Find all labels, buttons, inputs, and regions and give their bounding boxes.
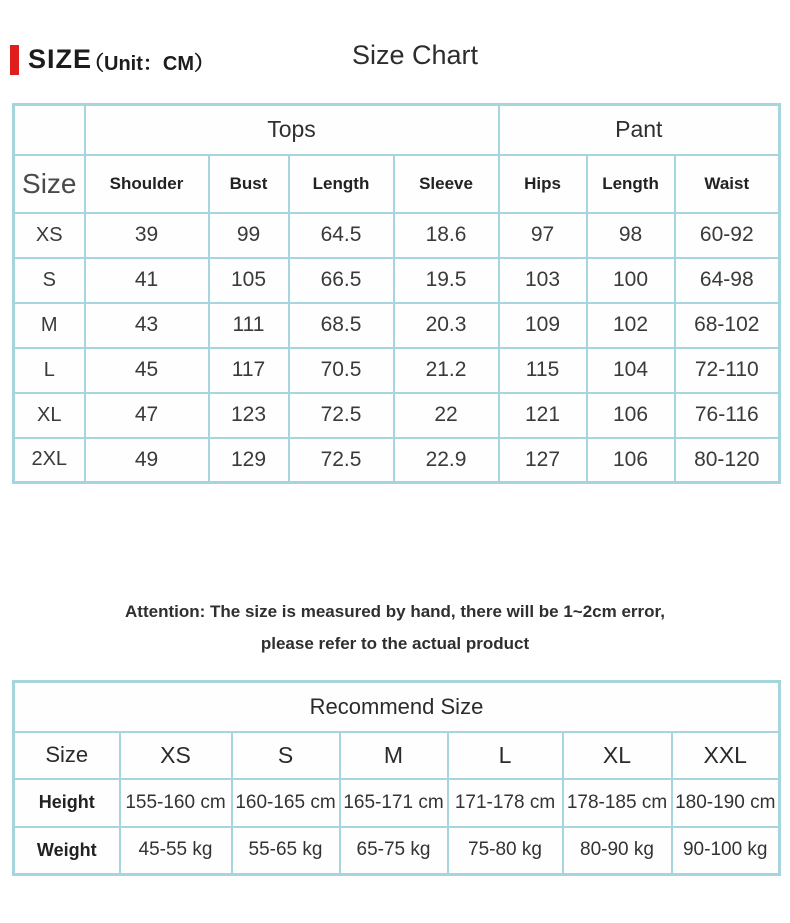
column-header-hips: Hips bbox=[499, 155, 587, 213]
size-row-xl bbox=[14, 393, 780, 438]
height-row bbox=[14, 779, 780, 827]
column-header-length-pant: Length bbox=[587, 155, 675, 213]
cell-sleeve: 22 bbox=[394, 393, 499, 438]
size-table bbox=[12, 103, 781, 484]
cell-waist: 72-110 bbox=[675, 348, 780, 393]
recommend-col-s: S bbox=[232, 732, 340, 779]
size-row-2xl bbox=[14, 438, 780, 483]
height-row-label: Height bbox=[14, 779, 120, 827]
pant-group-header: Pant bbox=[499, 105, 780, 155]
cell-hips: 115 bbox=[499, 348, 587, 393]
column-header-sleeve: Sleeve bbox=[394, 155, 499, 213]
recommend-size-corner: Size bbox=[14, 732, 120, 779]
cell-hips: 97 bbox=[499, 213, 587, 258]
cell-shoulder: 43 bbox=[85, 303, 209, 348]
height-xxl: 180-190 cm bbox=[672, 779, 780, 827]
weight-s: 55-65 kg bbox=[232, 827, 340, 875]
cell-shoulder: 39 bbox=[85, 213, 209, 258]
size-row-s bbox=[14, 258, 780, 303]
recommend-title-row bbox=[14, 682, 780, 732]
cell-bust: 129 bbox=[209, 438, 289, 483]
height-xs: 155-160 cm bbox=[120, 779, 232, 827]
height-m: 165-171 cm bbox=[340, 779, 448, 827]
attention-note bbox=[0, 596, 790, 660]
cell-hips: 109 bbox=[499, 303, 587, 348]
weight-xxl: 90-100 kg bbox=[672, 827, 780, 875]
cell-length-top: 72.5 bbox=[289, 438, 394, 483]
column-header-row bbox=[14, 155, 780, 213]
size-label-cell: L bbox=[14, 348, 85, 393]
cell-length-top: 66.5 bbox=[289, 258, 394, 303]
recommend-col-l: L bbox=[448, 732, 563, 779]
page-title: Size Chart bbox=[351, 40, 479, 70]
recommend-col-xs: XS bbox=[120, 732, 232, 779]
cell-shoulder: 49 bbox=[85, 438, 209, 483]
cell-length-pant: 106 bbox=[587, 393, 675, 438]
cell-waist: 64-98 bbox=[675, 258, 780, 303]
size-row-l bbox=[14, 348, 780, 393]
cell-length-pant: 100 bbox=[587, 258, 675, 303]
height-s: 160-165 cm bbox=[232, 779, 340, 827]
group-header-row bbox=[14, 105, 780, 155]
cell-sleeve: 21.2 bbox=[394, 348, 499, 393]
weight-l: 75-80 kg bbox=[448, 827, 563, 875]
cell-bust: 99 bbox=[209, 213, 289, 258]
size-label-cell: S bbox=[14, 258, 85, 303]
unit-label: （Unit：CM） bbox=[84, 53, 214, 75]
column-header-waist: Waist bbox=[675, 155, 780, 213]
cell-sleeve: 19.5 bbox=[394, 258, 499, 303]
height-l: 171-178 cm bbox=[448, 779, 563, 827]
cell-length-top: 72.5 bbox=[289, 393, 394, 438]
cell-hips: 127 bbox=[499, 438, 587, 483]
size-column-header: Size bbox=[14, 155, 85, 213]
height-xl: 178-185 cm bbox=[563, 779, 672, 827]
cell-sleeve: 18.6 bbox=[394, 213, 499, 258]
cell-sleeve: 22.9 bbox=[394, 438, 499, 483]
cell-waist: 68-102 bbox=[675, 303, 780, 348]
cell-bust: 105 bbox=[209, 258, 289, 303]
column-header-shoulder: Shoulder bbox=[85, 155, 209, 213]
size-row-m bbox=[14, 303, 780, 348]
cell-hips: 121 bbox=[499, 393, 587, 438]
size-heading: SIZE bbox=[28, 44, 93, 74]
cell-shoulder: 45 bbox=[85, 348, 209, 393]
cell-waist: 60-92 bbox=[675, 213, 780, 258]
cell-length-pant: 104 bbox=[587, 348, 675, 393]
cell-shoulder: 47 bbox=[85, 393, 209, 438]
size-label-cell: XL bbox=[14, 393, 85, 438]
cell-bust: 111 bbox=[209, 303, 289, 348]
attention-line-2: please refer to the actual product bbox=[260, 634, 530, 653]
cell-waist: 80-120 bbox=[675, 438, 780, 483]
size-label-cell: 2XL bbox=[14, 438, 85, 483]
cell-sleeve: 20.3 bbox=[394, 303, 499, 348]
cell-length-top: 64.5 bbox=[289, 213, 394, 258]
recommend-header-row bbox=[14, 732, 780, 779]
recommend-col-m: M bbox=[340, 732, 448, 779]
column-header-bust: Bust bbox=[209, 155, 289, 213]
size-row-xs bbox=[14, 213, 780, 258]
weight-m: 65-75 kg bbox=[340, 827, 448, 875]
cell-hips: 103 bbox=[499, 258, 587, 303]
cell-length-pant: 98 bbox=[587, 213, 675, 258]
attention-line-1: Attention: The size is measured by hand, there will be 1~2cm error, bbox=[125, 602, 665, 621]
weight-row-label: Weight bbox=[14, 827, 120, 875]
recommend-col-xl: XL bbox=[563, 732, 672, 779]
weight-xs: 45-55 kg bbox=[120, 827, 232, 875]
cell-length-top: 70.5 bbox=[289, 348, 394, 393]
recommend-size-table bbox=[12, 680, 781, 876]
cell-bust: 123 bbox=[209, 393, 289, 438]
cell-length-pant: 106 bbox=[587, 438, 675, 483]
recommend-col-xxl: XXL bbox=[672, 732, 780, 779]
cell-length-top: 68.5 bbox=[289, 303, 394, 348]
weight-row bbox=[14, 827, 780, 875]
recommend-title: Recommend Size bbox=[14, 682, 780, 732]
cell-waist: 76-116 bbox=[675, 393, 780, 438]
column-header-length-top: Length bbox=[289, 155, 394, 213]
cell-shoulder: 41 bbox=[85, 258, 209, 303]
weight-xl: 80-90 kg bbox=[563, 827, 672, 875]
corner-empty-cell bbox=[14, 105, 85, 155]
red-accent-bar bbox=[10, 45, 19, 75]
page-header bbox=[0, 0, 790, 95]
tops-group-header: Tops bbox=[85, 105, 499, 155]
size-label-cell: XS bbox=[14, 213, 85, 258]
cell-length-pant: 102 bbox=[587, 303, 675, 348]
size-label-cell: M bbox=[14, 303, 85, 348]
cell-bust: 117 bbox=[209, 348, 289, 393]
